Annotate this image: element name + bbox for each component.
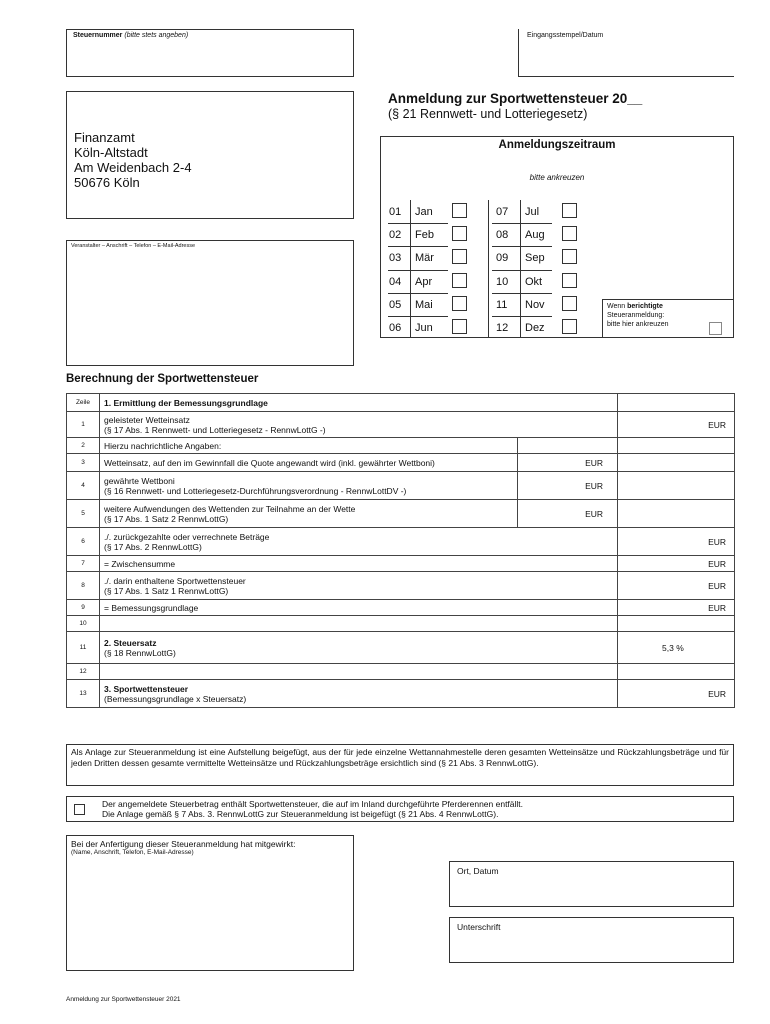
row-text: gewährte Wettboni bbox=[104, 475, 175, 486]
month-number: 03 bbox=[389, 252, 402, 264]
month-number: 08 bbox=[496, 229, 509, 241]
tax-number-field[interactable] bbox=[66, 29, 354, 77]
month-number: 06 bbox=[389, 322, 402, 334]
table-row bbox=[67, 556, 735, 572]
line-number: 2 bbox=[67, 438, 100, 454]
month-name: Feb bbox=[415, 229, 434, 241]
table-row bbox=[67, 600, 735, 616]
month-name: Jan bbox=[415, 206, 433, 218]
row-text: ./. zurückgezahlte oder verrechnete Beträge bbox=[104, 531, 270, 542]
table-row bbox=[67, 454, 735, 472]
tax-rate-value: 5,3 % bbox=[618, 632, 735, 664]
row-text: = Zwischensumme bbox=[100, 556, 618, 572]
table-row bbox=[67, 472, 735, 500]
month-name: Jun bbox=[415, 322, 433, 334]
organizer-label: Veranstalter – Anschrift – Telefon – E-Mail-Adresse bbox=[71, 243, 196, 249]
month-checkbox-aug[interactable] bbox=[562, 226, 577, 241]
month-name: Mai bbox=[415, 299, 433, 311]
month-checkbox-feb[interactable] bbox=[452, 226, 467, 241]
attachment-note-text: Als Anlage zur Steueranmeldung ist eine Aufstellung beigefügt, aus der für jede einzelne Wettannahmestelle deren gesamten Wetteinsätze und Rückzahlungsbeträge und für jeden Dritten dessen gesamte vermittelte Wetteinsätze und Rückzahlungsbeträge ersichtlich sind (§ 21 Abs. 3 RennwLottG). bbox=[71, 747, 729, 768]
line-number: 13 bbox=[67, 680, 100, 708]
line-number: 1 bbox=[67, 412, 100, 438]
footer-text: Anmeldung zur Sportwettensteuer 2021 bbox=[66, 996, 181, 1003]
office-line: 50676 Köln bbox=[74, 175, 140, 190]
preparer-label: Bei der Anfertigung dieser Steueranmeldung hat mitgewirkt: bbox=[71, 839, 296, 849]
month-number: 07 bbox=[496, 206, 509, 218]
month-checkbox-may[interactable] bbox=[452, 296, 467, 311]
row-text: = Bemessungsgrundlage bbox=[100, 600, 618, 616]
row-text: (§ 17 Abs. 1 Satz 1 RennwLottG) bbox=[104, 585, 229, 596]
tax-office-address bbox=[66, 91, 354, 219]
table-row bbox=[67, 572, 735, 600]
table-row bbox=[67, 412, 735, 438]
month-number: 12 bbox=[496, 322, 509, 334]
horse-racing-checkbox[interactable] bbox=[74, 804, 85, 815]
month-number: 01 bbox=[389, 206, 402, 218]
month-checkbox-apr[interactable] bbox=[452, 273, 467, 288]
row-text: Wetteinsatz, auf den im Gewinnfall die Quote angewandt wird (inkl. gewährter Wettboni) bbox=[100, 454, 518, 472]
month-name: Dez bbox=[525, 322, 545, 334]
corrected-line3: bitte hier ankreuzen bbox=[607, 321, 669, 328]
attachment-note bbox=[66, 744, 734, 786]
month-name: Okt bbox=[525, 276, 543, 288]
signature-label: Unterschrift bbox=[457, 922, 501, 932]
place-date-label: Ort, Datum bbox=[457, 866, 499, 876]
receipt-stamp-label: Eingangsstempel/Datum bbox=[527, 32, 604, 39]
month-checkbox-oct[interactable] bbox=[562, 273, 577, 288]
row-text: (§ 18 RennwLottG) bbox=[104, 647, 176, 658]
period-hint: bitte ankreuzen bbox=[529, 173, 585, 182]
office-line: Köln-Altstadt bbox=[74, 145, 148, 160]
corrected-line2: Steueranmeldung: bbox=[607, 312, 665, 319]
receipt-stamp-area bbox=[518, 29, 734, 77]
row-text: 2. Steuersatz bbox=[104, 637, 157, 648]
row-text: (Bemessungsgrundlage x Steuersatz) bbox=[104, 693, 247, 704]
form-title: Anmeldung zur Sportwettensteuer 20__ bbox=[388, 91, 643, 106]
period-title: Anmeldungszeitraum bbox=[498, 139, 616, 151]
preparer-hint: (Name, Anschrift, Telefon, E-Mail-Adresse) bbox=[71, 849, 194, 856]
month-name: Sep bbox=[525, 252, 545, 264]
row-text: 3. Sportwettensteuer bbox=[104, 683, 189, 694]
line-number: 9 bbox=[67, 600, 100, 616]
line-number: 10 bbox=[67, 616, 100, 632]
table-row bbox=[67, 394, 735, 412]
month-number: 10 bbox=[496, 276, 509, 288]
signature-field[interactable] bbox=[449, 917, 734, 963]
month-checkbox-nov[interactable] bbox=[562, 296, 577, 311]
table-row bbox=[67, 528, 735, 556]
line-number: 7 bbox=[67, 556, 100, 572]
row-text: weitere Aufwendungen des Wettenden zur Teilnahme an der Wette bbox=[104, 503, 356, 514]
month-checkbox-mar[interactable] bbox=[452, 249, 467, 264]
corrected-filing-box bbox=[602, 299, 734, 338]
amount-field[interactable]: EUR bbox=[518, 454, 618, 472]
amount-field[interactable]: EUR bbox=[618, 600, 735, 616]
tax-number-label: Steuernummer bbox=[73, 32, 123, 39]
amount-field[interactable]: EUR bbox=[618, 680, 735, 708]
amount-field[interactable]: EUR bbox=[618, 528, 735, 556]
horse-racing-line2: Die Anlage gemäß § 7 Abs. 3. RennwLottG zur Steueranmeldung ist beigefügt (§ 21 Abs. 4 RennwLottG). bbox=[102, 809, 499, 819]
month-checkbox-jun[interactable] bbox=[452, 319, 467, 334]
month-checkbox-jan[interactable] bbox=[452, 203, 467, 218]
line-number: 6 bbox=[67, 528, 100, 556]
table-row bbox=[67, 500, 735, 528]
form-subtitle: (§ 21 Rennwett- und Lotteriegesetz) bbox=[388, 107, 588, 121]
row-text: ./. darin enthaltene Sportwettensteuer bbox=[104, 575, 246, 586]
corrected-checkbox[interactable] bbox=[709, 322, 722, 335]
month-checkbox-sep[interactable] bbox=[562, 249, 577, 264]
row-text: geleisteter Wetteinsatz bbox=[104, 414, 190, 425]
line-column-label: Zeile bbox=[67, 394, 100, 412]
month-name: Apr bbox=[415, 276, 433, 288]
tax-number-hint: (bitte stets angeben) bbox=[124, 32, 189, 39]
table-row bbox=[67, 438, 735, 454]
amount-field[interactable]: EUR bbox=[618, 412, 735, 438]
table-row bbox=[67, 664, 735, 680]
month-name: Jul bbox=[525, 206, 540, 218]
corrected-prefix: Wenn bbox=[607, 303, 626, 310]
row-text: (§ 17 Abs. 1 Rennwett- und Lotteriegesetz - RennwLottG -) bbox=[104, 424, 326, 435]
month-number: 11 bbox=[496, 299, 508, 311]
organizer-field[interactable] bbox=[66, 240, 354, 366]
table-row bbox=[67, 680, 735, 708]
tax-calculation-table bbox=[66, 393, 735, 708]
month-number: 05 bbox=[389, 299, 402, 311]
office-line: Am Weidenbach 2-4 bbox=[74, 160, 192, 175]
line-number: 12 bbox=[67, 664, 100, 680]
line-number: 5 bbox=[67, 500, 100, 528]
month-number: 04 bbox=[389, 276, 402, 288]
line-number: 11 bbox=[67, 632, 100, 664]
place-date-field[interactable] bbox=[449, 861, 734, 907]
line-number: 8 bbox=[67, 572, 100, 600]
amount-field[interactable]: EUR bbox=[518, 472, 618, 500]
office-line: Finanzamt bbox=[74, 130, 135, 145]
month-name: Nov bbox=[525, 299, 545, 311]
amount-field[interactable]: EUR bbox=[518, 500, 618, 528]
month-number: 09 bbox=[496, 252, 509, 264]
calc-heading: Berechnung der Sportwettensteuer bbox=[66, 373, 259, 385]
row-text: Hierzu nachrichtliche Angaben: bbox=[100, 438, 518, 454]
month-name: Mär bbox=[415, 252, 434, 264]
row-text: (§ 16 Rennwett- und Lotteriegesetz-Durchführungsverordnung - RennwLottDV -) bbox=[104, 485, 407, 496]
line-number: 4 bbox=[67, 472, 100, 500]
horse-racing-row bbox=[66, 796, 734, 822]
table-row bbox=[67, 632, 735, 664]
line-number: 3 bbox=[67, 454, 100, 472]
table-row bbox=[67, 616, 735, 632]
month-name: Aug bbox=[525, 229, 545, 241]
amount-field[interactable]: EUR bbox=[618, 572, 735, 600]
row-text: (§ 17 Abs. 1 Satz 2 RennwLottG) bbox=[104, 513, 229, 524]
section-heading: 1. Ermittlung der Bemessungsgrundlage bbox=[100, 394, 618, 412]
preparer-field[interactable] bbox=[66, 835, 354, 971]
month-grid bbox=[380, 200, 620, 338]
month-checkbox-jul[interactable] bbox=[562, 203, 577, 218]
month-checkbox-dec[interactable] bbox=[562, 319, 577, 334]
month-number: 02 bbox=[389, 229, 402, 241]
horse-racing-line1: Der angemeldete Steuerbetrag enthält Sportwettensteuer, die auf im Inland durchgeführte Pferderennen entfällt. bbox=[102, 799, 524, 809]
corrected-bold: berichtigte bbox=[627, 303, 663, 310]
row-text: (§ 17 Abs. 2 RennwLottG) bbox=[104, 541, 202, 552]
amount-field[interactable]: EUR bbox=[618, 556, 735, 572]
